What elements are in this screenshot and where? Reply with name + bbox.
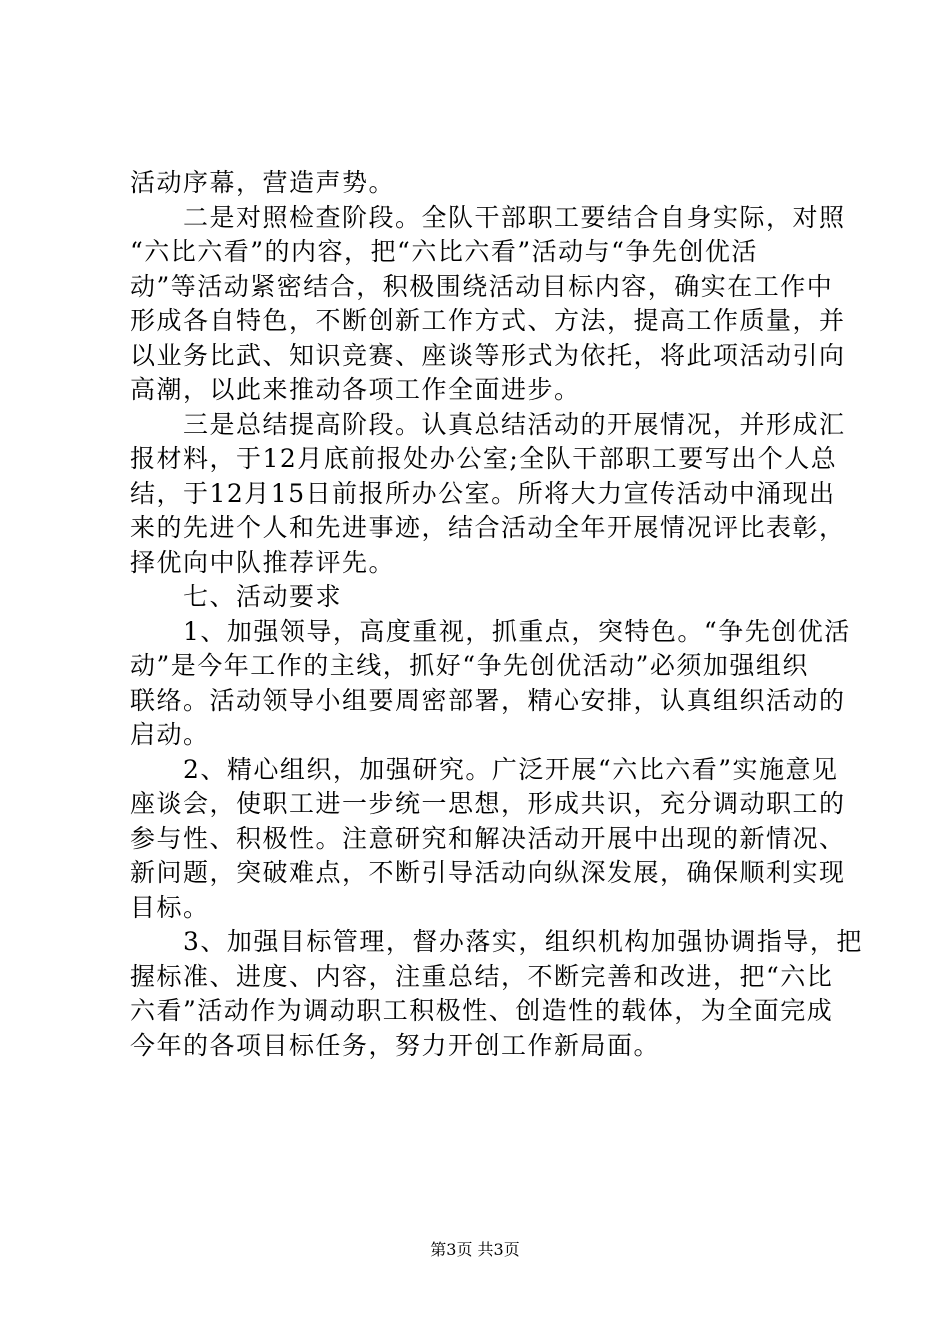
text-line: “六比六看”的内容，把“六比六看”活动与“争先创优活	[130, 237, 758, 266]
text-line: 目标。	[130, 892, 210, 922]
text-line: 联络。活动领导小组要周密部署，精心安排，认真组织活动的	[130, 685, 846, 715]
text-line: 动”是今年工作的主线，抓好“争先创优活动”必须加强组织	[130, 651, 809, 680]
text-line: 参与性、积极性。注意研究和解决活动开展中出现的新情况、	[130, 823, 846, 853]
text-line: 六看”活动作为调动职工积极性、创造性的载体，为全面完成	[130, 996, 834, 1025]
text-line: 今年的各项目标任务，努力开创工作新局面。	[130, 1030, 661, 1060]
text-line: 择优向中队推荐评先。	[130, 547, 396, 577]
text-line: 二是对照检查阶段。全队干部职工要结合自身实际，对照	[130, 202, 846, 232]
page-footer: 第3页 共3页	[430, 1240, 520, 1259]
text-line: 启动。	[130, 720, 210, 749]
text-line: 高潮，以此来推动各项工作全面进步。	[130, 375, 581, 404]
text-line: 2、精心组织，加强研究。广泛开展“六比六看”实施意见	[130, 754, 839, 784]
text-line: 座谈会，使职工进一步统一思想，形成共识，充分调动职工的	[130, 789, 846, 818]
text-line: 活动序幕，营造声势。	[130, 168, 396, 197]
text-line: 3、加强目标管理，督办落实，组织机构加强协调指导，把	[130, 927, 863, 956]
text-line: 结，于12月15日前报所办公室。所将大力宣传活动中涌现出	[130, 478, 836, 508]
text-line: 1、加强领导，高度重视，抓重点，突特色。“争先创优活	[130, 616, 851, 646]
text-line: 来的先进个人和先进事迹，结合活动全年开展情况评比表彰，	[130, 513, 846, 542]
section-heading: 七、活动要求	[130, 582, 343, 611]
text-line: 三是总结提高阶段。认真总结活动的开展情况，并形成汇	[130, 409, 846, 439]
text-line: 握标准、进度、内容，注重总结，不断完善和改进，把“六比	[130, 961, 834, 991]
text-line: 动”等活动紧密结合，积极围绕活动目标内容，确实在工作中	[130, 271, 834, 301]
text-line: 报材料，于12月底前报处办公室;全队干部职工要写出个人总	[130, 444, 838, 473]
text-line: 以业务比武、知识竞赛、座谈等形式为依托，将此项活动引向	[130, 340, 846, 370]
text-line: 新问题，突破难点，不断引导活动向纵深发展，确保顺利实现	[130, 858, 846, 887]
text-line: 形成各自特色，不断创新工作方式、方法，提高工作质量，并	[130, 306, 846, 335]
body-text	[130, 166, 863, 1063]
